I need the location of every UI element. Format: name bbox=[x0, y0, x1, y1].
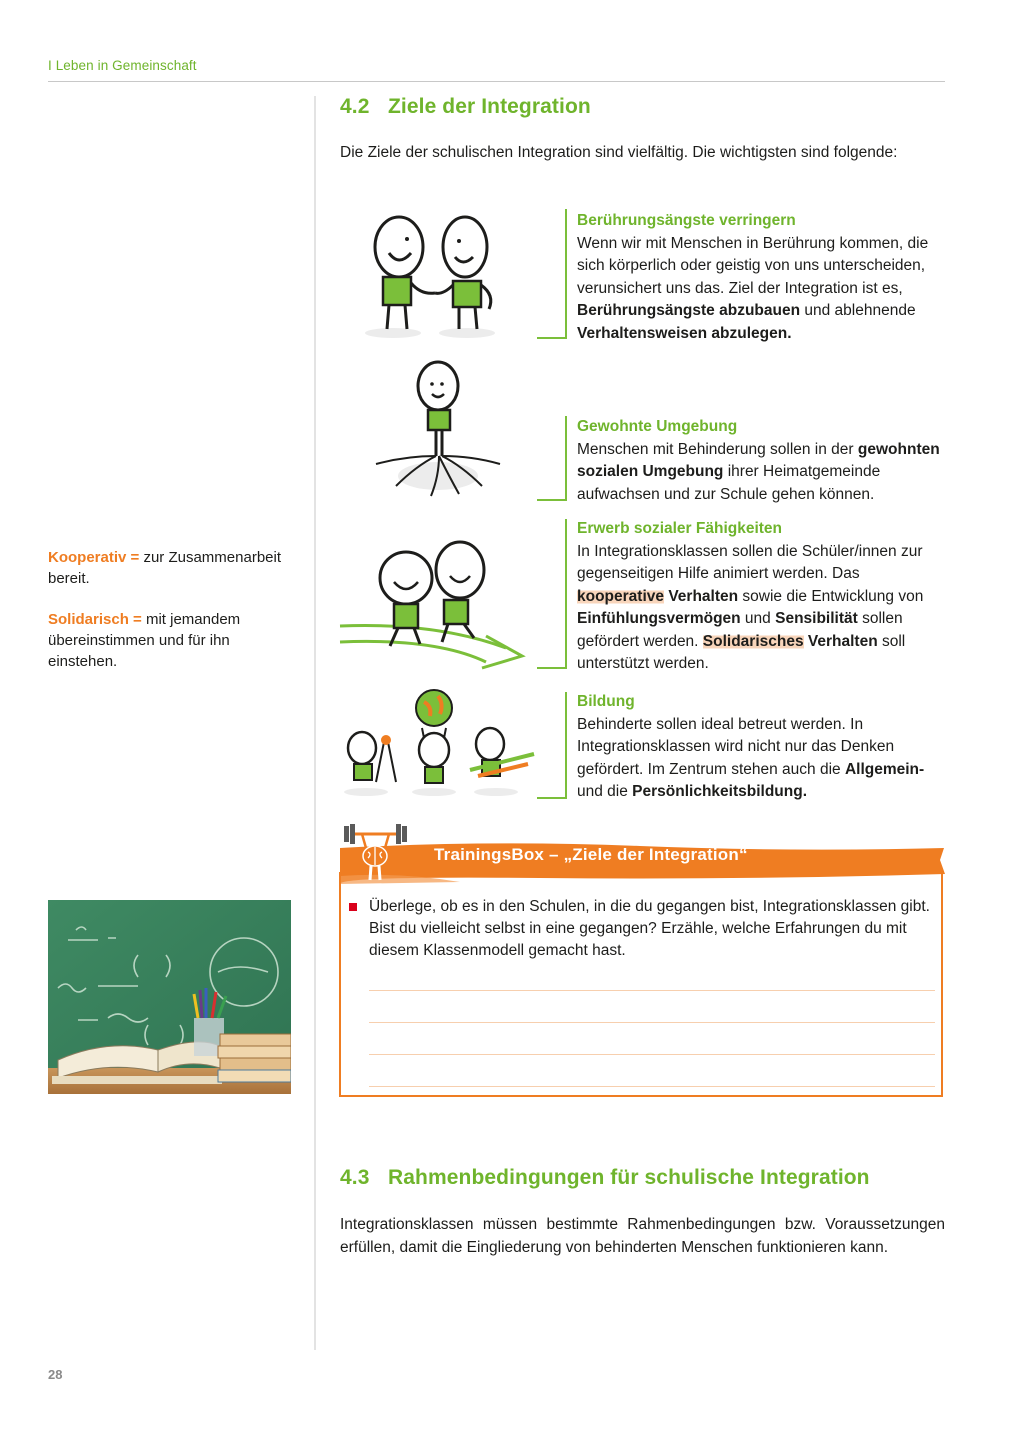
goal-block bbox=[577, 518, 949, 676]
glossary-definition: mit jemandem übereinstimmen und für ihn einstehen. bbox=[48, 611, 241, 670]
body-text: und die bbox=[577, 783, 633, 800]
goal-title: Gewohnte Umgebung bbox=[577, 418, 738, 435]
glossary-term: Kooperativ = bbox=[48, 549, 140, 566]
body-text: und ablehnende bbox=[800, 302, 916, 319]
column-divider bbox=[314, 96, 316, 1350]
bullet-square-icon bbox=[349, 903, 357, 911]
running-head: I Leben in Gemeinschaft bbox=[48, 58, 197, 73]
answer-line[interactable] bbox=[369, 1022, 935, 1023]
section-heading-4-3 bbox=[340, 1166, 870, 1190]
goal-bracket bbox=[537, 416, 567, 501]
emphasis-text: Berührungsängste abzubauen bbox=[577, 302, 801, 319]
three-figures-learning-tools-illustration bbox=[338, 688, 538, 798]
sidenote-solidarisch bbox=[48, 609, 303, 672]
answer-line[interactable] bbox=[369, 990, 935, 991]
section-heading-4-2 bbox=[340, 95, 591, 119]
goal-body bbox=[577, 716, 924, 801]
body-text: ihrer Heimatgemeinde aufwachsen und zur Schule gehen können. bbox=[577, 463, 881, 503]
figure-with-roots-illustration bbox=[370, 358, 505, 503]
section-title: Ziele der Integration bbox=[388, 95, 591, 118]
trainingsbox-task: Überlege, ob es in den Schulen, in die du gegangen bist, Integrationsklassen gibt. Bist du vielleicht selbst in eine gegangen? Erzähle, welche Erfahrungen du mit diesem Klassenmodell gemacht hast. bbox=[369, 898, 930, 959]
classroom-chalkboard-books-photo bbox=[48, 900, 291, 1094]
section-number: 4.3 bbox=[340, 1166, 370, 1189]
emphasis-text: Verhaltensweisen abzulegen. bbox=[577, 324, 792, 342]
goal-bracket bbox=[537, 209, 567, 339]
answer-line[interactable] bbox=[369, 1086, 935, 1087]
two-figures-handshake-illustration bbox=[355, 205, 515, 345]
section-title: Rahmenbedingungen für schulische Integration bbox=[388, 1166, 870, 1189]
section-body: Integrationsklassen müssen bestimmte Rahmenbedingungen bzw. Voraussetzungen erfüllen, damit die Eingliederung von behinderten Menschen funktionieren kann. bbox=[340, 1216, 945, 1256]
emphasis-text: Verhalten bbox=[807, 632, 878, 650]
emphasis-text: Sensibilität bbox=[775, 610, 858, 627]
glossary-term: Solidarisch = bbox=[48, 611, 142, 628]
goal-title: Erwerb sozialer Fähigkeiten bbox=[577, 520, 783, 537]
body-text: sowie die Entwicklung von bbox=[738, 587, 924, 605]
emphasis-text: Allgemein- bbox=[844, 760, 925, 778]
emphasis-text: gewohnten sozialen Umgebung bbox=[577, 440, 940, 480]
body-text: soll unterstützt werden. bbox=[577, 632, 906, 672]
section-intro: Die Ziele der schulischen Integration sind vielfältig. Die wichtigsten sind folgende: bbox=[340, 144, 898, 161]
sidenote-kooperativ bbox=[48, 547, 303, 589]
two-figures-running-arrow-illustration bbox=[336, 538, 526, 673]
goal-body bbox=[577, 235, 928, 342]
body-text: In Integrationsklassen sollen die Schüler/innen zur gegenseitigen Hilfe animiert werden. Das bbox=[577, 542, 923, 582]
goal-body bbox=[577, 441, 940, 503]
emphasis-text: Persönlichkeitsbildung. bbox=[632, 783, 808, 800]
highlighted-term: kooperative bbox=[577, 587, 665, 605]
header-rule bbox=[48, 81, 945, 82]
highlighted-term: Solidarisches bbox=[702, 632, 804, 650]
glossary-definition: zur Zusammenarbeit bereit. bbox=[48, 549, 281, 587]
goal-body bbox=[577, 543, 923, 673]
goal-bracket bbox=[537, 692, 567, 799]
goal-title: Berührungsängste verringern bbox=[577, 212, 796, 229]
trainingsbox-title: TrainingsBox – „Ziele der Integration“ bbox=[434, 845, 748, 864]
section-number: 4.2 bbox=[340, 95, 370, 118]
body-text: Behinderte sollen ideal betreut werden. In Integrationsklassen wird nicht nur das Denken gefördert. Im Zentrum stehen auch die bbox=[577, 715, 895, 778]
page-number: 28 bbox=[48, 1367, 63, 1382]
body-text: und bbox=[740, 610, 776, 627]
body-text: Wenn wir mit Menschen in Berührung kommen, die sich körperlich oder geistig von uns unterscheiden, verunsichert uns das. Ziel der Integration ist es, bbox=[577, 234, 929, 297]
goal-block bbox=[577, 210, 949, 345]
goal-bracket bbox=[537, 519, 567, 669]
body-text: Menschen mit Behinderung sollen in der bbox=[577, 440, 858, 458]
emphasis-text: Verhalten bbox=[668, 587, 739, 605]
goal-title: Bildung bbox=[577, 693, 635, 710]
body-text: sollen gefördert werden. bbox=[577, 610, 903, 650]
goal-block bbox=[577, 691, 949, 804]
emphasis-text: Einfühlungsvermögen bbox=[577, 610, 741, 627]
answer-line[interactable] bbox=[369, 1054, 935, 1055]
goal-block bbox=[577, 416, 949, 506]
